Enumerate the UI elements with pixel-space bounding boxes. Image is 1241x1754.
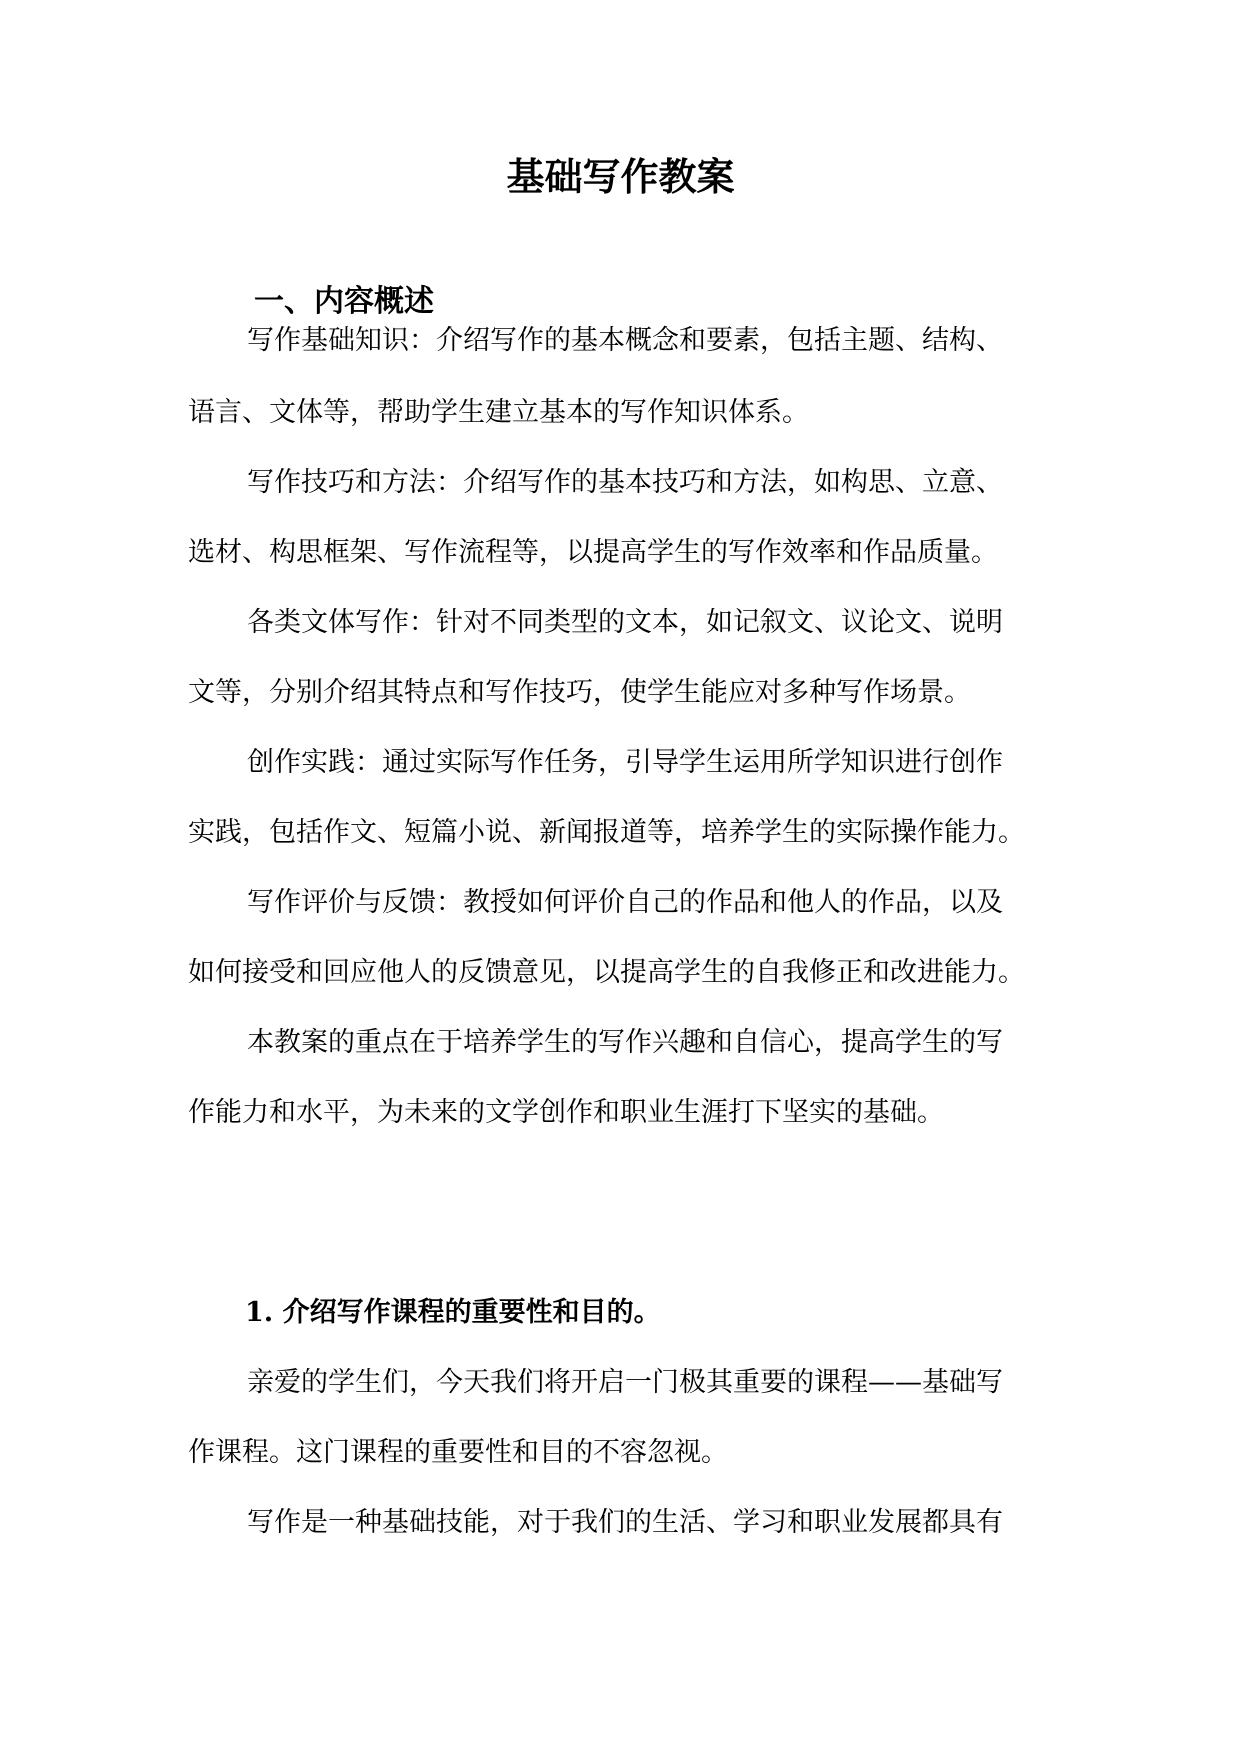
paragraph-line: 各类文体写作：针对不同类型的文本，如记叙文、议论文、说明	[247, 607, 1003, 638]
paragraph-line: 写作是一种基础技能，对于我们的生活、学习和职业发展都具有	[247, 1507, 1003, 1538]
paragraph-line: 如何接受和回应他人的反馈意见，以提高学生的自我修正和改进能力。	[188, 957, 1025, 988]
paragraph-line: 作课程。这门课程的重要性和目的不容忽视。	[188, 1437, 728, 1468]
document-title: 基础写作教案	[506, 154, 735, 199]
paragraph-line: 作能力和水平，为未来的文学创作和职业生涯打下坚实的基础。	[188, 1097, 944, 1128]
paragraph-line: 选材、构思框架、写作流程等，以提高学生的写作效率和作品质量。	[188, 537, 998, 568]
paragraph-line: 本教案的重点在于培养学生的写作兴趣和自信心，提高学生的写	[247, 1027, 1003, 1058]
sub-heading: 1. 介绍写作课程的重要性和目的。	[245, 1297, 661, 1328]
section-heading: 一、内容概述	[254, 284, 434, 319]
paragraph-line: 亲爱的学生们，今天我们将开启一门极其重要的课程——基础写	[247, 1367, 1003, 1398]
paragraph-line: 写作基础知识：介绍写作的基本概念和要素，包括主题、结构、	[247, 325, 1003, 356]
paragraph-line: 创作实践：通过实际写作任务，引导学生运用所学知识进行创作	[247, 747, 1003, 778]
paragraph-line: 写作评价与反馈：教授如何评价自己的作品和他人的作品，以及	[247, 887, 1003, 918]
paragraph-line: 文等，分别介绍其特点和写作技巧，使学生能应对多种写作场景。	[188, 677, 971, 708]
paragraph-line: 实践，包括作文、短篇小说、新闻报道等，培养学生的实际操作能力。	[188, 817, 1025, 848]
paragraph-line: 语言、文体等，帮助学生建立基本的写作知识体系。	[188, 397, 809, 428]
paragraph-line: 写作技巧和方法：介绍写作的基本技巧和方法，如构思、立意、	[247, 467, 1003, 498]
